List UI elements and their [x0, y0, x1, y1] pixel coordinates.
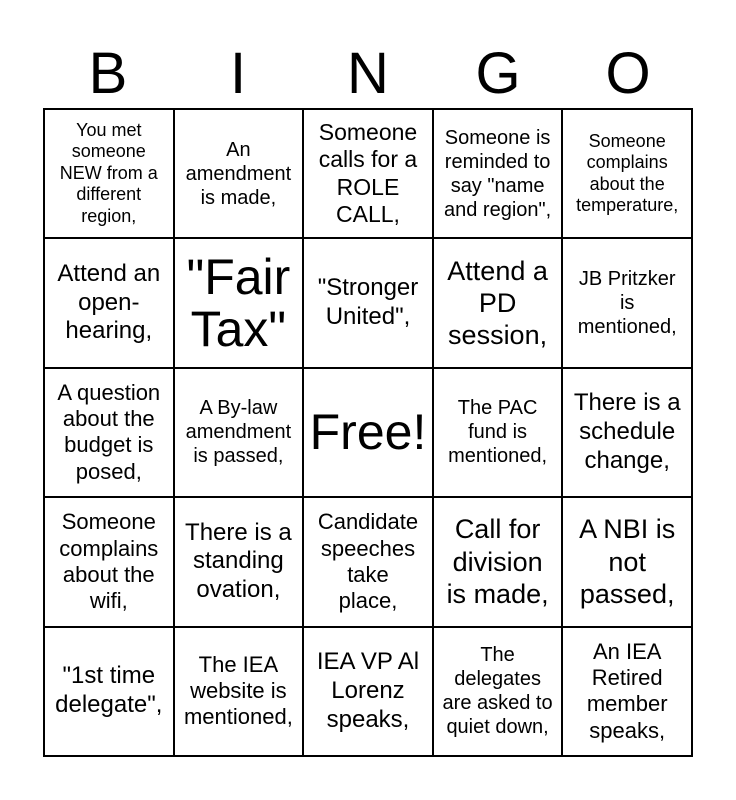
cell-text: An IEA Retired member speaks,	[586, 638, 668, 743]
bingo-cell[interactable]	[174, 109, 304, 238]
cell-text: "Stronger United",	[317, 274, 419, 331]
cell-text: "Fair Tax"	[186, 248, 291, 358]
header-letter-b: B	[88, 41, 128, 106]
header-letter-n: N	[347, 41, 389, 106]
free-space[interactable]	[303, 368, 433, 497]
bingo-cell[interactable]	[433, 368, 563, 497]
bingo-cell[interactable]	[433, 238, 563, 367]
cell-text: IEA VP Al Lorenz speaks,	[316, 648, 420, 733]
cell-text: Someone is reminded to say "name and region",	[444, 126, 552, 221]
cell-text: Call for division is made,	[446, 514, 549, 610]
bingo-cell[interactable]	[562, 497, 692, 626]
cell-text: The PAC fund is mentioned,	[448, 397, 548, 468]
bingo-cell[interactable]	[562, 238, 692, 367]
bingo-cell[interactable]	[174, 497, 304, 626]
cell-text: A By-law amendment is passed,	[185, 397, 292, 468]
bingo-cell[interactable]	[174, 627, 304, 756]
bingo-cell[interactable]	[174, 238, 304, 367]
bingo-cell[interactable]	[303, 109, 433, 238]
header-letter-o: O	[605, 41, 651, 106]
bingo-cell[interactable]	[562, 627, 692, 756]
bingo-cell[interactable]	[44, 238, 174, 367]
cell-text: JB Pritzker is mentioned,	[577, 268, 677, 339]
bingo-header	[43, 40, 693, 108]
bingo-cell[interactable]	[433, 497, 563, 626]
bingo-cell[interactable]	[44, 368, 174, 497]
header-letter-i: I	[229, 41, 247, 106]
bingo-cell[interactable]	[44, 627, 174, 756]
cell-text: Someone calls for a ROLE CALL,	[318, 118, 418, 228]
bingo-cell[interactable]	[433, 109, 563, 238]
cell-text: An amendment is made,	[185, 138, 292, 209]
bingo-cell[interactable]	[562, 109, 692, 238]
cell-text: There is a schedule change,	[573, 389, 681, 474]
cell-text: The delegates are asked to quiet down,	[442, 644, 553, 739]
header-letter-g: G	[475, 41, 521, 106]
cell-text: A question about the budget is posed,	[57, 379, 161, 484]
cell-text: You met someone NEW from a different region,	[59, 119, 158, 227]
cell-text: The IEA website is mentioned,	[183, 651, 293, 730]
cell-text: Someone complains about the temperature,	[576, 130, 679, 216]
cell-text: Attend an open- hearing,	[57, 259, 161, 345]
cell-text: A NBI is not passed,	[579, 514, 676, 610]
bingo-cell[interactable]	[44, 497, 174, 626]
cell-text: Candidate speeches take place,	[317, 509, 419, 614]
bingo-cell[interactable]	[174, 368, 304, 497]
bingo-cell[interactable]	[44, 109, 174, 238]
cell-text: "1st time delegate",	[55, 662, 163, 719]
bingo-cell[interactable]	[303, 238, 433, 367]
free-space-text: Free!	[309, 404, 427, 461]
bingo-cell[interactable]	[303, 627, 433, 756]
bingo-cell[interactable]	[303, 497, 433, 626]
bingo-card	[43, 108, 693, 757]
cell-text: Someone complains about the wifi,	[59, 509, 159, 614]
cell-text: There is a standing ovation,	[185, 518, 292, 604]
bingo-cell[interactable]	[433, 627, 563, 756]
cell-text: Attend a PD session,	[447, 255, 548, 351]
bingo-cell[interactable]	[562, 368, 692, 497]
